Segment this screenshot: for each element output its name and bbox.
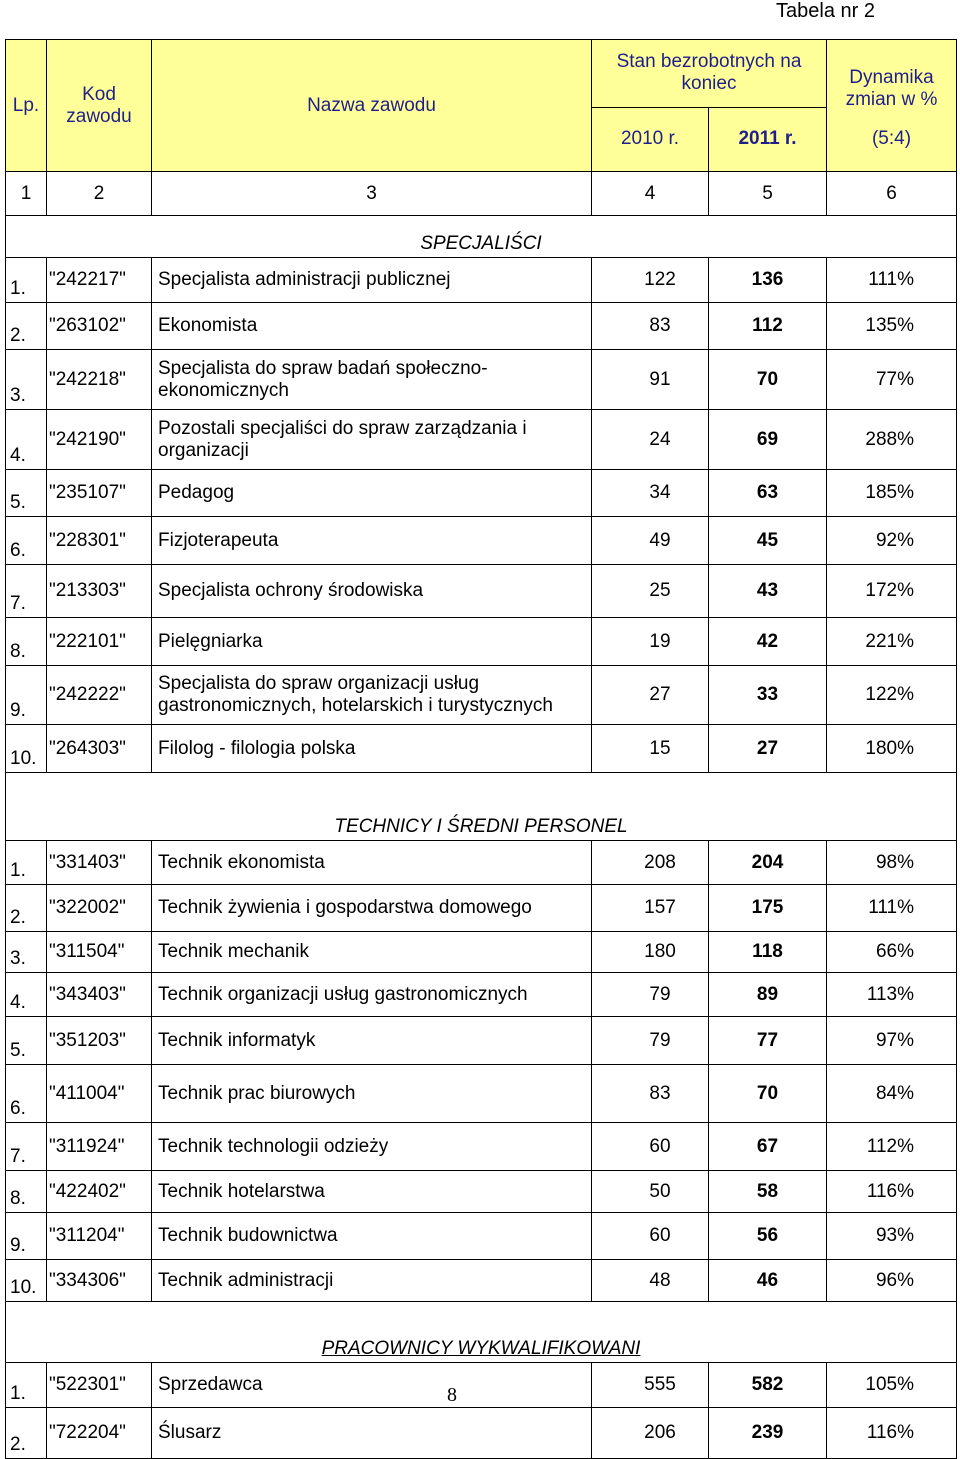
row-name: Ekonomista xyxy=(152,303,592,350)
header-lp: Lp. xyxy=(6,40,47,172)
section-title: PRACOWNICY WYKWALIFIKOWANI xyxy=(321,1338,641,1360)
colnum: 3 xyxy=(152,172,592,216)
row-2011: 46 xyxy=(709,1260,827,1302)
row-name: Technik ekonomista xyxy=(152,841,592,885)
row-2011: 175 xyxy=(709,885,827,932)
row-name: Ślusarz xyxy=(152,1408,592,1459)
row-2010: 60 xyxy=(592,1123,709,1171)
header-dynamika-note: (5:4) xyxy=(871,128,912,150)
row-code: "235107" xyxy=(47,470,152,517)
row-lp: 7. xyxy=(6,565,47,618)
row-dynamika: 116% xyxy=(827,1171,957,1213)
row-name: Technik prac biurowych xyxy=(152,1065,592,1123)
table-caption: Tabela nr 2 xyxy=(776,0,875,22)
row-name: Specjalista ochrony środowiska xyxy=(152,565,592,618)
row-2011: 582 xyxy=(709,1363,827,1408)
row-2011: 77 xyxy=(709,1017,827,1065)
row-2010: 206 xyxy=(592,1408,709,1459)
row-name: Technik informatyk xyxy=(152,1017,592,1065)
table-row xyxy=(6,841,957,885)
row-2010: 48 xyxy=(592,1260,709,1302)
row-lp: 8. xyxy=(6,618,47,666)
row-name: Technik administracji xyxy=(152,1260,592,1302)
header-dynamika xyxy=(827,40,957,172)
row-dynamika: 288% xyxy=(827,410,957,470)
row-2010: 91 xyxy=(592,350,709,410)
row-lp: 3. xyxy=(6,932,47,973)
row-lp: 5. xyxy=(6,1017,47,1065)
row-lp: 8. xyxy=(6,1171,47,1213)
row-2010: 24 xyxy=(592,410,709,470)
table-row xyxy=(6,410,957,470)
row-code: "242218" xyxy=(47,350,152,410)
row-2010: 15 xyxy=(592,725,709,773)
row-2011: 204 xyxy=(709,841,827,885)
row-code: "343403" xyxy=(47,973,152,1017)
table-row xyxy=(6,1017,957,1065)
row-2010: 50 xyxy=(592,1171,709,1213)
row-name: Technik organizacji usług gastronomicznych xyxy=(152,973,592,1017)
row-lp: 2. xyxy=(6,885,47,932)
row-name: Technik hotelarstwa xyxy=(152,1171,592,1213)
row-2011: 239 xyxy=(709,1408,827,1459)
section-row xyxy=(6,773,957,841)
row-2010: 25 xyxy=(592,565,709,618)
table-row xyxy=(6,258,957,303)
row-code: "242190" xyxy=(47,410,152,470)
row-name: Specjalista do spraw organizacji usług gastronomicznych, hotelarskich i turystycznych xyxy=(152,666,592,725)
section-row xyxy=(6,216,957,258)
row-dynamika: 112% xyxy=(827,1123,957,1171)
table-row xyxy=(6,565,957,618)
row-2011: 70 xyxy=(709,1065,827,1123)
colnum: 4 xyxy=(592,172,709,216)
row-dynamika: 135% xyxy=(827,303,957,350)
row-dynamika: 185% xyxy=(827,470,957,517)
row-2011: 89 xyxy=(709,973,827,1017)
row-2010: 27 xyxy=(592,666,709,725)
header-nazwa: Nazwa zawodu xyxy=(152,40,592,172)
table-row xyxy=(6,973,957,1017)
row-2011: 43 xyxy=(709,565,827,618)
section-row xyxy=(6,1302,957,1363)
row-2011: 45 xyxy=(709,517,827,565)
section-title: SPECJALIŚCI xyxy=(420,233,542,255)
row-lp: 5. xyxy=(6,470,47,517)
row-lp: 9. xyxy=(6,1213,47,1260)
row-2010: 555 xyxy=(592,1363,709,1408)
row-lp: 1. xyxy=(6,841,47,885)
row-dynamika: 97% xyxy=(827,1017,957,1065)
header-stan: Stan bezrobotnych na koniec xyxy=(592,40,827,108)
row-2010: 83 xyxy=(592,1065,709,1123)
row-2010: 122 xyxy=(592,258,709,303)
row-name: Technik technologii odzieży xyxy=(152,1123,592,1171)
row-name: Technik mechanik xyxy=(152,932,592,973)
row-code: "522301" xyxy=(47,1363,152,1408)
row-code: "722204" xyxy=(47,1408,152,1459)
section-title-cell xyxy=(6,773,957,841)
row-code: "311924" xyxy=(47,1123,152,1171)
table-row xyxy=(6,1260,957,1302)
colnum: 1 xyxy=(6,172,47,216)
row-name: Fizjoterapeuta xyxy=(152,517,592,565)
row-name: Technik żywienia i gospodarstwa domowego xyxy=(152,885,592,932)
row-dynamika: 96% xyxy=(827,1260,957,1302)
row-lp: 4. xyxy=(6,410,47,470)
row-lp: 9. xyxy=(6,666,47,725)
row-2010: 60 xyxy=(592,1213,709,1260)
row-dynamika: 221% xyxy=(827,618,957,666)
row-2010: 180 xyxy=(592,932,709,973)
row-dynamika: 111% xyxy=(827,885,957,932)
row-2011: 58 xyxy=(709,1171,827,1213)
row-dynamika: 172% xyxy=(827,565,957,618)
row-2011: 70 xyxy=(709,350,827,410)
row-dynamika: 113% xyxy=(827,973,957,1017)
row-dynamika: 66% xyxy=(827,932,957,973)
table-row xyxy=(6,1408,957,1459)
header-2011: 2011 r. xyxy=(709,107,827,172)
table-row xyxy=(6,1171,957,1213)
row-code: "331403" xyxy=(47,841,152,885)
row-name: Filolog - filologia polska xyxy=(152,725,592,773)
table-row xyxy=(6,666,957,725)
table-row xyxy=(6,932,957,973)
colnum: 6 xyxy=(827,172,957,216)
row-dynamika: 98% xyxy=(827,841,957,885)
colnum: 2 xyxy=(47,172,152,216)
row-code: "264303" xyxy=(47,725,152,773)
row-name: Sprzedawca xyxy=(152,1363,592,1408)
row-lp: 1. xyxy=(6,1363,47,1408)
row-2010: 157 xyxy=(592,885,709,932)
row-lp: 7. xyxy=(6,1123,47,1171)
row-2010: 34 xyxy=(592,470,709,517)
unemployment-table xyxy=(5,39,957,1459)
colnum: 5 xyxy=(709,172,827,216)
row-2010: 49 xyxy=(592,517,709,565)
row-name: Specjalista do spraw badań społeczno-ekonomicznych xyxy=(152,350,592,410)
row-2011: 33 xyxy=(709,666,827,725)
row-lp: 6. xyxy=(6,1065,47,1123)
table-row xyxy=(6,517,957,565)
row-lp: 1. xyxy=(6,258,47,303)
row-code: "222101" xyxy=(47,618,152,666)
header-dynamika-label: Dynamika zmian w % xyxy=(845,66,938,110)
row-lp: 4. xyxy=(6,973,47,1017)
section-title: TECHNICY I ŚREDNI PERSONEL xyxy=(334,816,628,838)
row-name: Pedagog xyxy=(152,470,592,517)
row-code: "242222" xyxy=(47,666,152,725)
header-kod: Kod zawodu xyxy=(47,40,152,172)
row-2011: 118 xyxy=(709,932,827,973)
row-2010: 79 xyxy=(592,1017,709,1065)
row-code: "228301" xyxy=(47,517,152,565)
row-2011: 112 xyxy=(709,303,827,350)
table-row xyxy=(6,1123,957,1171)
row-code: "351203" xyxy=(47,1017,152,1065)
row-dynamika: 105% xyxy=(827,1363,957,1408)
row-dynamika: 92% xyxy=(827,517,957,565)
row-lp: 10. xyxy=(6,725,47,773)
row-code: "213303" xyxy=(47,565,152,618)
row-dynamika: 116% xyxy=(827,1408,957,1459)
row-dynamika: 84% xyxy=(827,1065,957,1123)
row-code: "322002" xyxy=(47,885,152,932)
row-name: Pozostali specjaliści do spraw zarządzania i organizacji xyxy=(152,410,592,470)
row-dynamika: 180% xyxy=(827,725,957,773)
row-name: Technik budownictwa xyxy=(152,1213,592,1260)
row-code: "311204" xyxy=(47,1213,152,1260)
row-dynamika: 93% xyxy=(827,1213,957,1260)
row-2010: 83 xyxy=(592,303,709,350)
row-2011: 27 xyxy=(709,725,827,773)
row-2011: 56 xyxy=(709,1213,827,1260)
row-code: "422402" xyxy=(47,1171,152,1213)
table-row xyxy=(6,1363,957,1408)
row-lp: 3. xyxy=(6,350,47,410)
row-dynamika: 122% xyxy=(827,666,957,725)
row-code: "263102" xyxy=(47,303,152,350)
row-lp: 10. xyxy=(6,1260,47,1302)
section-title-cell xyxy=(6,1302,957,1363)
row-2010: 208 xyxy=(592,841,709,885)
table-row xyxy=(6,885,957,932)
row-lp: 6. xyxy=(6,517,47,565)
row-2011: 42 xyxy=(709,618,827,666)
table-row xyxy=(6,1065,957,1123)
row-code: "311504" xyxy=(47,932,152,973)
table-row xyxy=(6,303,957,350)
row-2011: 63 xyxy=(709,470,827,517)
page-number: 8 xyxy=(447,1384,457,1406)
header-2010: 2010 r. xyxy=(592,107,709,172)
table-row xyxy=(6,618,957,666)
row-2010: 79 xyxy=(592,973,709,1017)
row-2011: 136 xyxy=(709,258,827,303)
table-row xyxy=(6,1213,957,1260)
row-code: "242217" xyxy=(47,258,152,303)
row-lp: 2. xyxy=(6,303,47,350)
row-code: "334306" xyxy=(47,1260,152,1302)
row-name: Specjalista administracji publicznej xyxy=(152,258,592,303)
table-row xyxy=(6,350,957,410)
row-2011: 67 xyxy=(709,1123,827,1171)
table-row xyxy=(6,470,957,517)
row-name: Pielęgniarka xyxy=(152,618,592,666)
row-dynamika: 77% xyxy=(827,350,957,410)
section-title-cell xyxy=(6,216,957,258)
row-code: "411004" xyxy=(47,1065,152,1123)
table-row xyxy=(6,725,957,773)
row-dynamika: 111% xyxy=(827,258,957,303)
row-2010: 19 xyxy=(592,618,709,666)
row-2011: 69 xyxy=(709,410,827,470)
row-lp: 2. xyxy=(6,1408,47,1459)
